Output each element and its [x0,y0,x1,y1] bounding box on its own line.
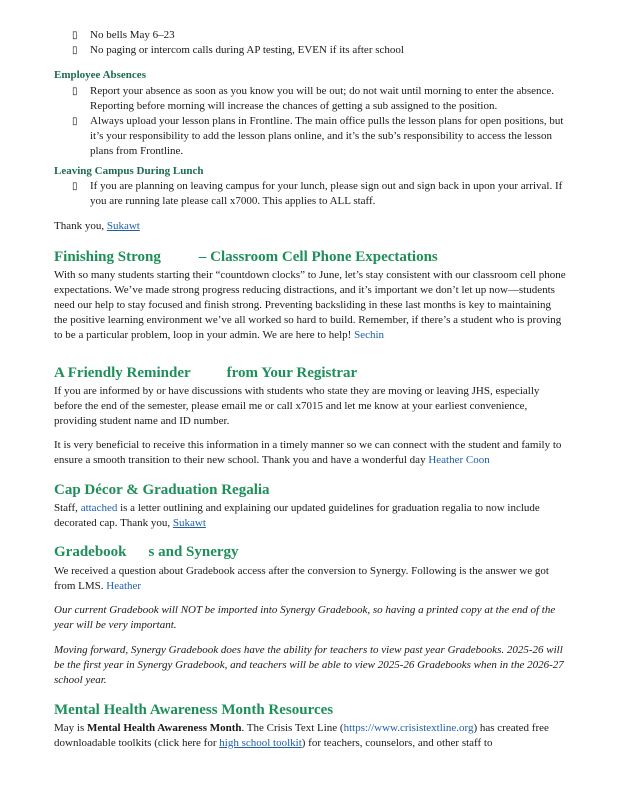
list-item: ▯ Always upload your lesson plans in Frontline. The main office pulls the lesson plans for open positions, but it’s your responsibility to add the lesson plans online, and it’s the sub’s responsibility to access the lesson plans from Frontline. [72,115,564,157]
cell-phone-heading: Finishing Strong – Classroom Cell Phone Expectations [54,249,438,265]
sukawt-link[interactable]: Sukawt [172,517,206,529]
gradebooks-quote-2: Moving forward, Synergy Gradebook does have the ability for teachers to view past year Gradebooks. 2025-26 will be the first year in Synergy Gradebook, and teachers will be able to view 2025-26 Gradebooks when in the 2026-27 school year. [54,644,564,686]
leaving-campus-heading: Leaving Campus During Lunch [54,165,204,177]
cap-decor-heading: Cap Décor & Graduation Regalia [54,482,270,498]
list-item: ▯ No bells May 6–23 [72,29,175,41]
cell-phone-body: With so many students starting their “countdown clocks” to June, let’s stay consistent with our classroom cell phone expectations. We’ve made strong progress reducing distractions, and it’s important we don’t let up now—students need our help to stay focused and finish strong. Preventing backsliding in these last months is key to maintaining the positive learning environment we’ve all worked so hard to build. Remember, if there’s a student who is proving to be a particular problem, loop in your admin. We are here to help! Sechin [54,269,566,341]
registrar-body-2: It is very beneficial to receive this information in a timely manner so we can connect with the student and family to ensure a smooth transition to their new school. Thank you and have a wonderful day Heather Coon [54,439,562,466]
bullet-icon: ▯ [72,86,78,97]
bullet-icon: ▯ [72,45,78,56]
crisis-text-line-link[interactable]: https://www.crisistextline.org [343,722,474,734]
thank-you-line: Thank you, Sukawt [54,220,140,232]
bullet-icon: ▯ [72,181,78,192]
gradebooks-body: We received a question about Gradebook access after the conversion to Synergy. Following is the answer we got from LMS. Heather [54,565,549,592]
bullet-icon: ▯ [72,30,78,41]
registrar-heading: A Friendly Reminder from Your Registrar [54,365,358,381]
attached-link[interactable]: attached [80,502,118,514]
leaving-campus-list [72,179,566,209]
gradebooks-heading: Gradebook s and Synergy [54,544,239,560]
mental-health-heading: Mental Health Awareness Month Resources [54,702,334,718]
sechin-signature[interactable]: Sechin [354,329,385,341]
heather-signature[interactable]: Heather [106,580,142,592]
top-bullet-list [72,28,404,58]
gradebooks-quote-1: Our current Gradebook will NOT be imported into Synergy Gradebook, so having a printed copy at the end of the year will be very important. [54,604,556,631]
sukawt-link[interactable]: Sukawt [106,220,140,232]
list-item: ▯ If you are planning on leaving campus for your lunch, please sign out and sign back in upon your arrival. If you are running late please call x7000. This applies to ALL staff. [72,180,563,207]
cap-decor-body: Staff, attached is a letter outlining and explaining our updated guidelines for graduation regalia to now include decorated cap. Thank you, Sukawt [54,502,540,529]
bullet-icon: ▯ [72,116,78,127]
employee-absences-heading: Employee Absences [54,69,146,81]
employee-absences-list [72,84,566,159]
list-item: ▯ Report your absence as soon as you know you will be out; do not wait until morning to enter the absence. Reporting before morning will increase the chances of getting a sub assigned to the position. [72,85,555,112]
list-item: ▯ No paging or intercom calls during AP testing, EVEN if its after school [72,44,404,56]
high-school-toolkit-link[interactable]: high school toolkit [219,737,302,749]
registrar-body-1: If you are informed by or have discussions with students who state they are moving or leaving JHS, especially before the end of the semester, please email me or call x7015 and let me know at your earliest convenience, providing student name and ID number. [54,385,540,427]
heather-coon-signature[interactable]: Heather Coon [428,454,490,466]
mental-health-body: May is Mental Health Awareness Month. The Crisis Text Line (https://www.crisistextline.org) has created free downloadable toolkits (click here for high school toolkit) for teachers, counselors, and other staff to [54,722,549,749]
